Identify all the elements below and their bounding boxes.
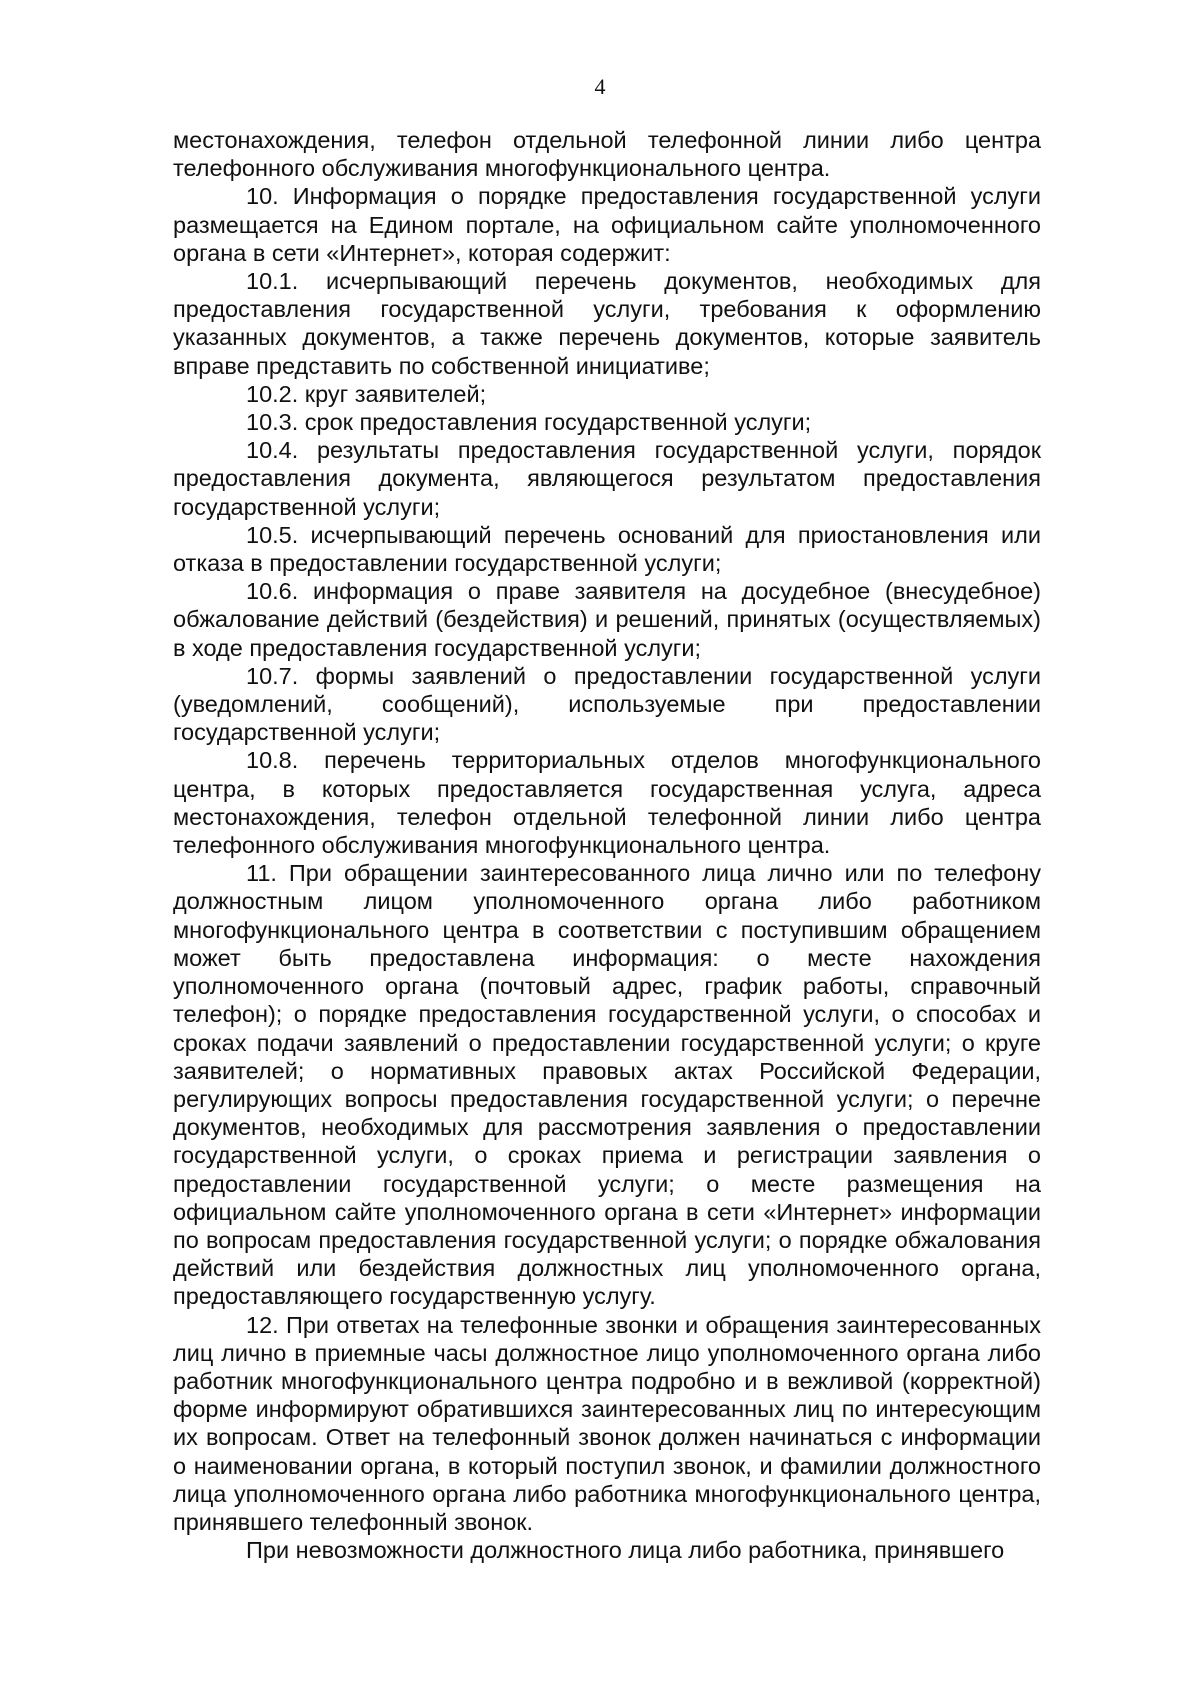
paragraph: 10.8. перечень территориальных отделов многофункционального центра, в которых предоставляется государственная услуга, адреса местонахождения, телефон отдельной телефонной линии либо центра телефонного обслуживания многофункционального центра. xyxy=(173,747,1041,859)
paragraph: 10.5. исчерпывающий перечень оснований для приостановления или отказа в предоставлении государственной услуги; xyxy=(173,521,1041,577)
paragraph: 10.7. формы заявлений о предоставлении государственной услуги (уведомлений, сообщений), используемые при предоставлении государственной услуги; xyxy=(173,662,1041,746)
paragraph: При невозможности должностного лица либо работника, принявшего xyxy=(246,1537,1005,1564)
page-number: 4 xyxy=(594,74,606,99)
paragraph: 11. При обращении заинтересованного лица лично или по телефону должностным лицом уполномоченного органа либо работником многофункционального центра в соответствии с поступившим обращением может быть предоставлена информация: о месте нахождения уполномоченного органа (почтовый адрес, график работы, справочный телефон); о порядке предоставления государственной услуги, о способах и сроках подачи заявлений о предоставлении государственной услуги; о круге заявителей; о нормативных правовых актах Российской Федерации, регулирующих вопросы предоставления государственной услуги; о перечне документов, необходимых для рассмотрения заявления о предоставлении государственной услуги, о сроках приема и регистрации заявления о предоставлении государственной услуги; о месте размещения на официальном сайте уполномоченного органа в сети «Интернет» информации по вопросам предоставления государственной услуги; о порядке обжалования действий или бездействия должностных лиц уполномоченного органа, предоставляющего государственную услугу. xyxy=(173,860,1041,1310)
paragraph: 12. При ответах на телефонные звонки и обращения заинтересованных лиц лично в приемные часы должностное лицо уполномоченного органа либо работник многофункционального центра подробно и в вежливой (корректной) форме информируют обратившихся заинтересованных лиц по интересующим их вопросам. Ответ на телефонный звонок должен начинаться с информации о наименовании органа, в который поступил звонок, и фамилии должностного лица уполномоченного органа либо работника многофункционального центра, принявшего телефонный звонок. xyxy=(173,1311,1041,1535)
paragraph: 10.6. информация о праве заявителя на досудебное (внесудебное) обжалование действий (бездействия) и решений, принятых (осуществляемых) в ходе предоставления государственной услуги; xyxy=(173,578,1041,661)
paragraph: 10.2. круг заявителей; xyxy=(246,380,487,407)
paragraph: местонахождения, телефон отдельной телефонной линии либо центра телефонного обслуживания многофункционального центра. xyxy=(173,127,1041,182)
paragraph: 10.3. срок предоставления государственной услуги; xyxy=(246,409,812,436)
paragraph: 10.1. исчерпывающий перечень документов, необходимых для предоставления государственной услуги, требования к оформлению указанных документов, а также перечень документов, которые заявитель вправе представить по собственной инициативе; xyxy=(173,268,1041,379)
paragraph: 10.4. результаты предоставления государственной услуги, порядок предоставления документа, являющегося результатом предоставления государственной услуги; xyxy=(173,437,1041,520)
paragraph: 10. Информация о порядке предоставления государственной услуги размещается на Едином портале, на официальном сайте уполномоченного органа в сети «Интернет», которая содержит: xyxy=(173,183,1041,266)
document-body xyxy=(173,126,1041,1564)
